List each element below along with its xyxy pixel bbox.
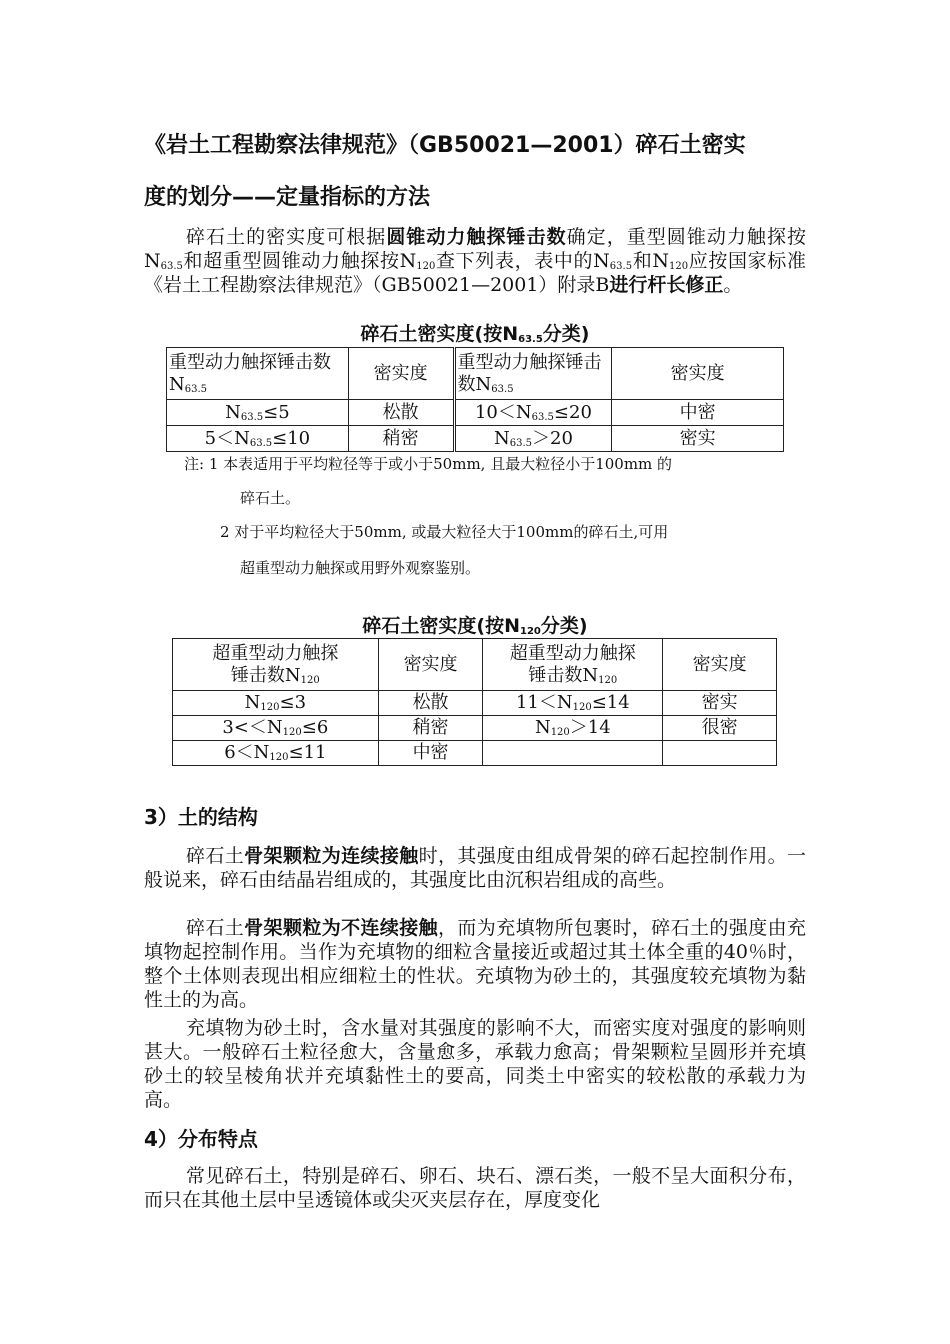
- table-cell: 松散: [378, 691, 483, 716]
- cell-sub: 120: [269, 752, 289, 763]
- intro-text-5: 和N: [632, 250, 669, 272]
- intro-sub-3: 63.5: [609, 261, 633, 272]
- paragraph-bold: 骨架颗粒为连续接触: [244, 845, 419, 867]
- table1-note-2a: 2 对于平均粒径大于50mm, 或最大粒径大于100mm的碎石土,可用: [220, 523, 669, 541]
- table2-header-text: 超重型动力触探: [212, 642, 339, 664]
- section3-paragraph-2: [144, 916, 806, 1012]
- intro-bold-correction: 进行杆长修正: [609, 274, 724, 296]
- paragraph-text: ，而为充填物所包裹时，碎石土的强度由充填物起控制作用。当作为充填物的细粒含量接近或超过其土体全重的40％时，整个土体则表现出相应细粒土的性状。充填物为砂土的，其强度较充填物为黏性土的为高。: [144, 917, 806, 1011]
- table2-header-text: 锤击数N: [528, 664, 599, 686]
- table1-header-cell: [167, 348, 349, 400]
- table2-header-cell: [173, 639, 379, 691]
- table1-header-row: [167, 348, 784, 400]
- cell-text: 6＜N: [224, 742, 270, 763]
- intro-bold-term: 圆锥动力触探锤击数: [386, 226, 567, 248]
- intro-sub-2: 120: [416, 261, 436, 272]
- intro-text-1: 碎石土的密实度可根据: [186, 226, 387, 248]
- cell-text: ≤20: [553, 401, 592, 423]
- intro-text-2: 确定，重型圆锥动力触探按N: [144, 226, 806, 272]
- table2-header-sub: 120: [598, 674, 618, 686]
- cell-sub: 63.5: [531, 411, 554, 423]
- intro-text-4: 查下列表，表中的N: [435, 250, 610, 272]
- table-row: [167, 426, 784, 452]
- table1-title-text: 碎石土密实度(按N: [360, 323, 519, 345]
- table-cell: 中密: [612, 400, 784, 426]
- cell-text: ≤11: [288, 742, 327, 763]
- cell-text: 11＜N: [515, 692, 573, 713]
- table1-header-text: 重型动力触探锤击数N: [457, 351, 602, 395]
- table-row: [173, 716, 777, 741]
- table1-header-cell: 密实度: [348, 348, 454, 400]
- table2: [172, 638, 777, 766]
- intro-sub-4: 120: [668, 261, 689, 272]
- table1-header-cell: [454, 348, 612, 400]
- table2-header-sub: 120: [300, 674, 320, 686]
- table1-header-cell: 密实度: [612, 348, 784, 400]
- table-cell: [483, 716, 663, 741]
- table-row: [173, 691, 777, 716]
- table1-title-end: 分类): [542, 323, 590, 345]
- table1-header-sub: 63.5: [184, 383, 208, 395]
- table2-header-cell: 密实度: [663, 639, 777, 691]
- intro-paragraph: [144, 225, 806, 297]
- table-cell: [167, 400, 349, 426]
- cell-text: N: [493, 427, 510, 449]
- intro-sub-1: 63.5: [160, 261, 183, 272]
- cell-text: ＞20: [532, 427, 573, 449]
- table-cell: 密实: [663, 691, 777, 716]
- section4-heading: 4）分布特点: [144, 1127, 258, 1151]
- table1: [166, 347, 784, 452]
- table-cell: 中密: [378, 741, 483, 766]
- cell-text: ≤3: [279, 692, 307, 713]
- cell-sub: 63.5: [249, 437, 273, 449]
- table-cell: [173, 691, 379, 716]
- cell-sub: 120: [572, 702, 592, 713]
- document-title-line1: 《岩土工程勘察法律规范》（GB50021—2001）碎石土密实: [144, 133, 746, 158]
- table-row: [173, 741, 777, 766]
- section3-paragraph-1: [144, 844, 806, 892]
- table-cell: 松散: [348, 400, 454, 426]
- section3-heading: 3）土的结构: [144, 805, 258, 829]
- table1-note-2b: 超重型动力触探或用野外观察鉴别。: [240, 559, 481, 577]
- table2-title-sub: 120: [520, 626, 541, 637]
- cell-sub: 63.5: [240, 411, 264, 423]
- cell-text: 3<＜N: [222, 717, 283, 738]
- table2-title-text: 碎石土密实度(按N: [362, 615, 521, 637]
- table2-header-cell: 密实度: [378, 639, 483, 691]
- cell-text: N: [244, 692, 261, 713]
- cell-text: ≤5: [263, 401, 290, 423]
- cell-text: 10＜N: [474, 401, 532, 423]
- section3-paragraph-3: 充填物为砂土时，含水量对其强度的影响不大，而密实度对强度的影响则甚大。一般碎石土粒径愈大，含量愈多，承载力愈高；骨架颗粒呈圆形并充填砂土的较呈棱角状并充填黏性土的要高，同类土中密实的较松散的承载力为高。: [144, 1017, 806, 1111]
- table-cell: [483, 691, 663, 716]
- document-title-line2: 度的划分——定量指标的方法: [144, 185, 431, 210]
- cell-text: N: [225, 401, 241, 423]
- table1-note-1a: 注: 1 本表适用于平均粒径等于或小于50mm, 且最大粒径小于100mm 的: [184, 455, 673, 473]
- paragraph-text: 碎石土: [186, 917, 245, 939]
- paragraph-text: 时，其强度由组成骨架的碎石起控制作用。一般说来，碎石由结晶岩组成的，其强度比由沉积岩组成的高些。: [144, 845, 806, 891]
- intro-text-6: 应按国家标准《岩土工程勘察法律规范》（GB50021—2001）附录B: [144, 250, 806, 296]
- table1-note-1b: 碎石土。: [240, 489, 301, 507]
- table1-header-text: 重型动力触探锤击数N: [169, 351, 331, 395]
- cell-sub: 63.5: [509, 437, 532, 449]
- table-cell: 密实: [612, 426, 784, 452]
- table-cell: [483, 741, 663, 766]
- table2-header-text: 超重型动力触探: [509, 642, 636, 664]
- table-cell: [454, 426, 612, 452]
- table-row: [167, 400, 784, 426]
- table-cell: 很密: [663, 716, 777, 741]
- cell-text: N: [534, 717, 551, 738]
- section4-paragraph-1: 常见碎石土，特别是碎石、卵石、块石、漂石类，一般不呈大面积分布，而只在其他土层中呈透镜体或尖灭夹层存在，厚度变化: [144, 1165, 806, 1211]
- table2-header-text: 锤击数N: [230, 664, 301, 686]
- intro-text-3: 和超重型圆锥动力触探按N: [182, 250, 417, 272]
- cell-sub: 120: [282, 727, 302, 738]
- table1-title: [144, 322, 806, 346]
- table2-title: [144, 614, 806, 638]
- table2-header-cell: [483, 639, 663, 691]
- table-cell: 稍密: [378, 716, 483, 741]
- table-cell: [454, 400, 612, 426]
- cell-sub: 120: [550, 727, 570, 738]
- cell-text: 5＜N: [204, 427, 250, 449]
- intro-text-7: 。: [723, 274, 743, 296]
- cell-text: ＞14: [569, 717, 611, 738]
- table2-header-row: [173, 639, 777, 691]
- cell-text: ≤10: [272, 427, 311, 449]
- cell-text: ≤6: [301, 717, 329, 738]
- table-cell: [167, 426, 349, 452]
- table-cell: [173, 716, 379, 741]
- table1-header-sub: 63.5: [491, 383, 514, 395]
- paragraph-bold: 骨架颗粒为不连续接触: [244, 917, 439, 939]
- table-cell: [663, 741, 777, 766]
- table-cell: [173, 741, 379, 766]
- paragraph-text: 碎石土: [186, 845, 245, 867]
- table1-title-sub: 63.5: [518, 334, 543, 345]
- table2-title-end: 分类): [540, 615, 588, 637]
- table-cell: 稍密: [348, 426, 454, 452]
- cell-text: ≤14: [591, 692, 630, 713]
- cell-sub: 120: [260, 702, 280, 713]
